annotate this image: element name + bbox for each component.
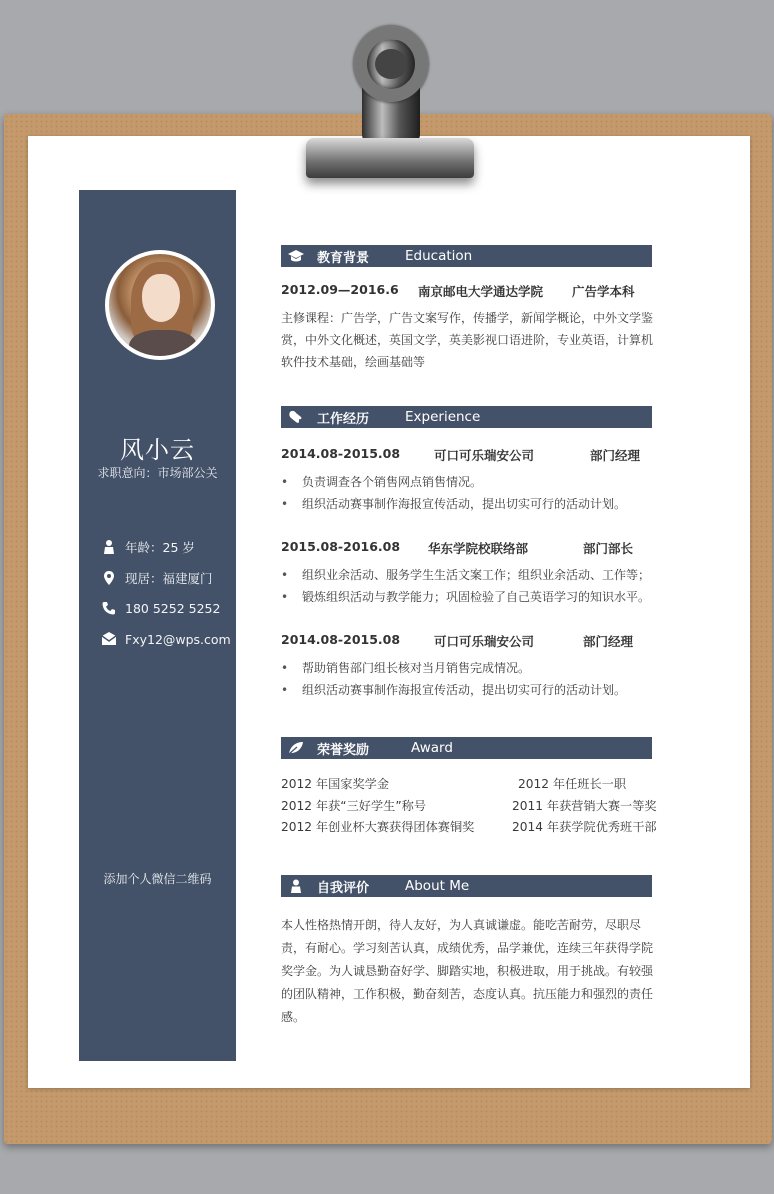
avatar — [105, 250, 215, 360]
education-courses: 主修课程：广告学，广告文案写作，传播学，新闻学概论，中外文学鉴赏，中外文化概述，英国文学，英美影视口语进阶，专业英语，计算机软件技术基础，绘画基础等 — [281, 311, 654, 369]
job-intent: 求职意向：市场部公关 — [97, 466, 218, 480]
email-text: Fxy12@wps.com — [125, 631, 231, 647]
award-header — [281, 737, 652, 759]
job-1-duties — [281, 471, 666, 515]
phone-text: 180 5252 5252 — [125, 600, 221, 616]
award-item: 2012 年获“三好学生”称号 — [281, 799, 427, 813]
award-item: 2012 年任班长一职 — [518, 777, 627, 791]
graduation-cap-icon — [287, 249, 305, 263]
job-1-row — [281, 446, 652, 464]
email-row — [101, 631, 231, 647]
job-3-duties — [281, 657, 666, 701]
leaf-icon — [287, 741, 305, 755]
job-3-company: 可口可乐瑞安公司 — [434, 634, 535, 649]
about-title-en: About Me — [405, 878, 470, 894]
person-icon — [101, 539, 117, 555]
experience-title-cn: 工作经历 — [317, 411, 370, 427]
education-title-en: Education — [405, 248, 473, 264]
phone-row — [101, 600, 220, 616]
award-title-cn: 荣誉奖励 — [317, 742, 370, 758]
education-title-cn: 教育背景 — [317, 250, 370, 266]
job-1-duty: • 组织活动赛事制作海报宣传活动，提出切实可行的活动计划。 — [281, 493, 666, 515]
profile-sidebar — [79, 190, 236, 1061]
location-pin-icon — [101, 570, 117, 586]
profile-name: 风小云 — [120, 436, 195, 464]
award-item: 2012 年国家奖学金 — [281, 777, 390, 791]
education-header — [281, 245, 652, 267]
job-2-duty: • 锻炼组织活动与教学能力；巩固检验了自己英语学习的知识水平。 — [281, 586, 666, 608]
about-text: 本人性格热情开朗，待人友好，为人真诚谦虚。能吃苦耐劳，尽职尽责，有耐心。学习刻苦认真，成绩优秀，品学兼优，连续三年获得学院奖学金。为人诚恳勤奋好学、脚踏实地，积极进取，用于挑战。有较强的团队精神，工作积极，勤奋刻苦，态度认真。抗压能力和强烈的责任感。 — [281, 918, 654, 1024]
job-2-duties — [281, 564, 666, 608]
job-1-duty: • 负责调查各个销售网点销售情况。 — [281, 471, 666, 493]
residence-row — [101, 569, 213, 587]
job-1-role: 部门经理 — [590, 448, 641, 463]
email-icon — [101, 631, 117, 647]
job-2-duty: • 组织业余活动、服务学生生活文案工作；组织业余活动、工作等； — [281, 564, 666, 586]
education-school: 南京邮电大学通达学院 — [418, 284, 544, 299]
experience-header — [281, 406, 652, 428]
education-degree: 广告学本科 — [572, 284, 635, 299]
about-header — [281, 875, 652, 897]
age-text: 年龄：25 岁 — [125, 540, 195, 555]
about-title-cn: 自我评价 — [317, 880, 370, 896]
age-row — [101, 538, 195, 556]
award-item: 2014 年获学院优秀班干部 — [512, 820, 657, 834]
job-3-row — [281, 632, 652, 650]
experience-title-en: Experience — [405, 409, 481, 425]
job-1-company: 可口可乐瑞安公司 — [434, 448, 535, 463]
job-3-duty: • 组织活动赛事制作海报宣传活动，提出切实可行的活动计划。 — [281, 679, 666, 701]
education-row — [281, 282, 652, 300]
job-2-role: 部门部长 — [583, 541, 634, 556]
education-period: 2012.09—2016.6 — [281, 282, 399, 297]
hand-icon — [287, 410, 305, 424]
person-icon — [287, 879, 305, 893]
job-2-period: 2015.08-2016.08 — [281, 539, 401, 554]
award-item: 2012 年创业杯大赛获得团体赛铜奖 — [281, 820, 475, 834]
phone-icon — [101, 600, 117, 616]
job-2-row — [281, 539, 652, 557]
wechat-qr-note: 添加个人微信二维码 — [103, 872, 212, 886]
job-2-company: 华东学院校联络部 — [428, 541, 529, 556]
job-3-period: 2014.08-2015.08 — [281, 632, 401, 647]
award-title-en: Award — [411, 740, 453, 756]
residence-text: 现居：福建厦门 — [125, 571, 213, 586]
job-3-duty: • 帮助销售部门组长核对当月销售完成情况。 — [281, 657, 666, 679]
binder-clip — [306, 26, 474, 176]
award-item: 2011 年获营销大赛一等奖 — [512, 799, 657, 813]
job-1-period: 2014.08-2015.08 — [281, 446, 401, 461]
job-3-role: 部门经理 — [583, 634, 634, 649]
